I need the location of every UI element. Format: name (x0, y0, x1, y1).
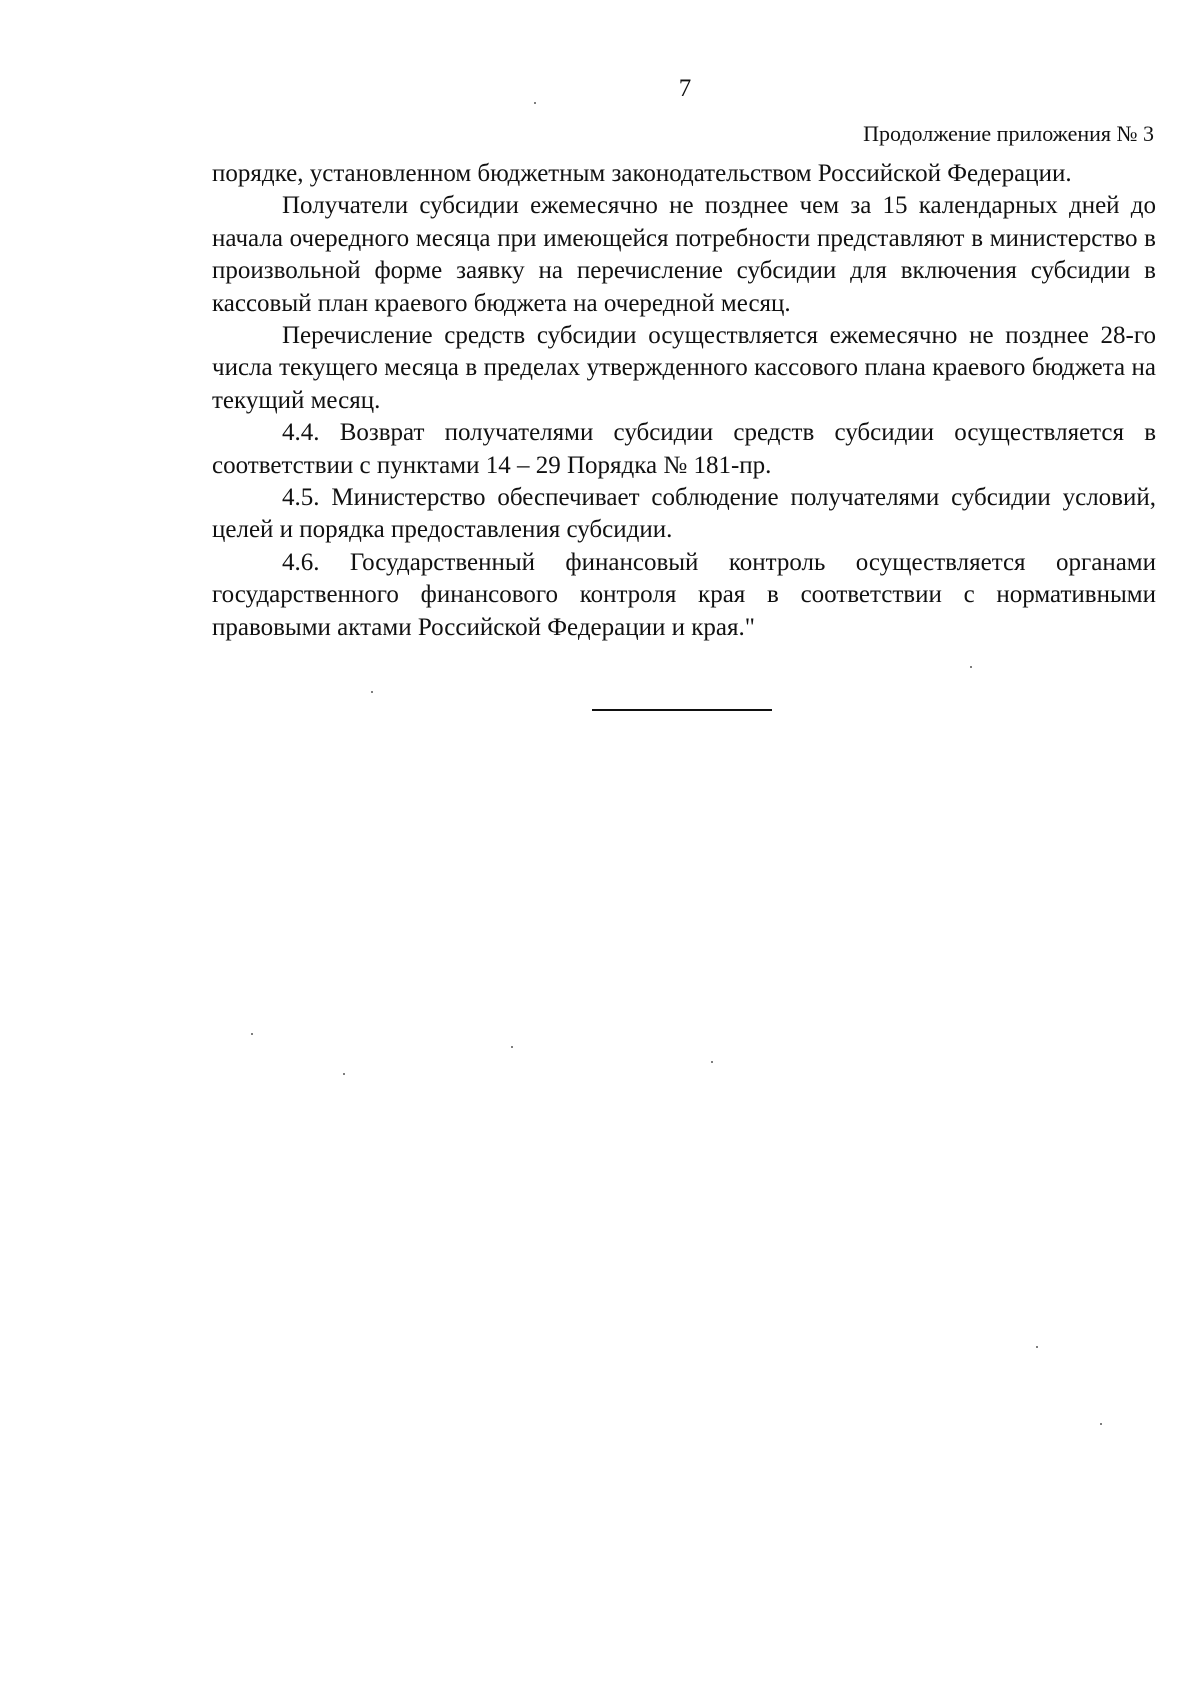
scan-speck (970, 666, 972, 668)
scan-speck (251, 1033, 253, 1035)
page-number: 7 (678, 75, 692, 102)
paragraph-continuation: порядке, установленном бюджетным законодательством Российской Федерации. (212, 160, 1072, 187)
scan-speck (343, 1073, 345, 1075)
scan-speck (534, 102, 536, 104)
scan-speck (371, 691, 373, 693)
appendix-continuation-note: Продолжение приложения № 3 (863, 121, 1154, 146)
paragraph-4-4: 4.4. Возврат получателями субсидии средств субсидии осуществляется в соответствии с пунктами 14 – 29 Порядка № 181-пр. (212, 419, 1156, 479)
paragraph-transfer-schedule: Перечисление средств субсидии осуществляется ежемесячно не позднее 28-го числа текущего месяца в пределах утвержденного кассового плана краевого бюджета на текущий месяц. (212, 322, 1156, 414)
paragraph-application-request: Получатели субсидии ежемесячно не позднее чем за 15 календарных дней до начала очередного месяца при имеющейся потребности представляют в министерство в произвольной форме заявку на перечисление субсидии для включения субсидии в кассовый план краевого бюджета на очередной месяц. (212, 192, 1156, 317)
scan-speck (711, 1061, 713, 1063)
scan-speck (1100, 1423, 1102, 1425)
paragraph-4-5: 4.5. Министерство обеспечивает соблюдение получателями субсидии условий, целей и порядка предоставления субсидии. (212, 484, 1156, 544)
paragraph-4-6: 4.6. Государственный финансовый контроль осуществляется органами государственного финансового контроля края в соответствии с нормативными правовыми актами Российской Федерации и края." (212, 548, 1156, 641)
scan-speck (511, 1046, 513, 1048)
document-body (212, 158, 1156, 644)
end-of-document-rule (592, 709, 772, 711)
scan-speck (1036, 1346, 1038, 1348)
